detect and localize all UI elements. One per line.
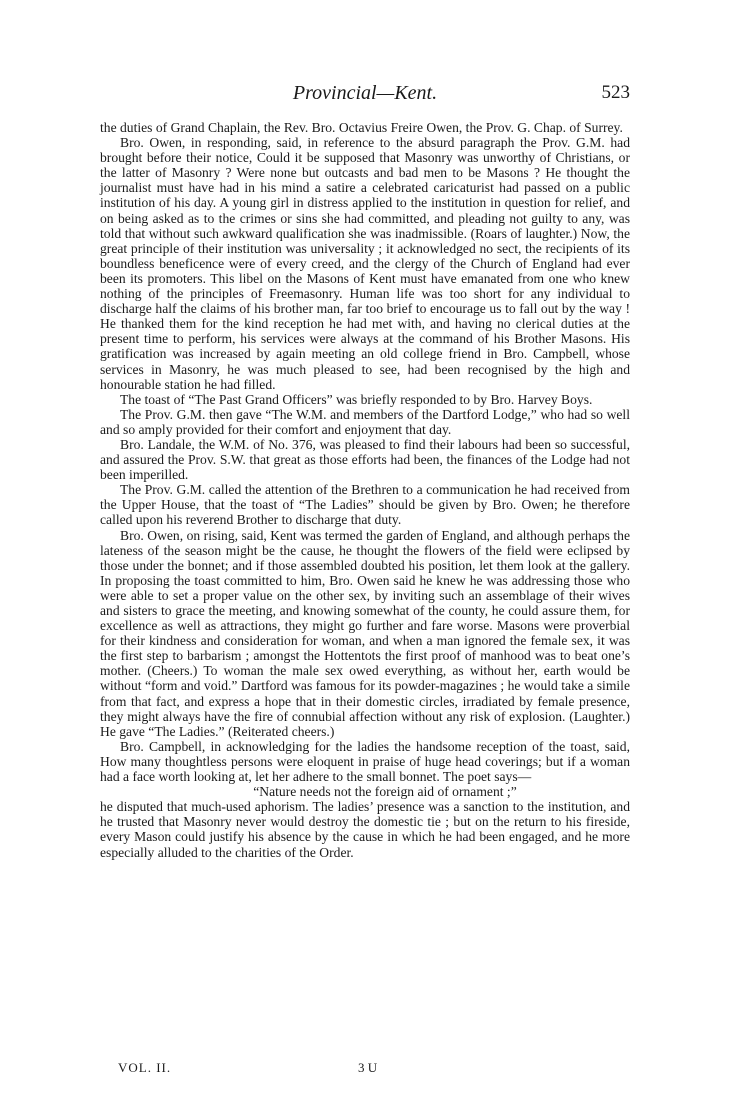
paragraph: Bro. Owen, in responding, said, in reference to the absurd paragraph the Prov. G.M. had brought before their notice, Could it be supposed that Masonry was unworthy of Christians, or the latter of Masonry ? Were none but outcasts and bad men to be Masons ? He thought the journalist must have had in his mind a satire a celebrated caricaturist had passed on a public institution of his day. A young girl in distress applied to the institution in question for relief, and on being asked as to the crimes or sins she had committed, and pleading not guilty to any, was told that without such awkward qualification she was inadmissible. (Roars of laughter.) Now, the great principle of their institution was universality ; it acknowledged no sect, the recipients of its boundless beneficence were of every creed, and the clergy of the Church of England had ever been its promoters. This libel on the Masons of Kent must have emanated from one who knew nothing of the principles of Freemasonry. Human life was too short for any individual to discharge half the claims of his brother man, far too brief to encourage us to fall out by the way ! He thanked them for the kind reception he had met with, and having no clerical duties at the present time to perform, his services were always at the command of his Brother Masons. His gratification was increased by again meeting an old college friend in Bro. Campbell, whose services in Masonry, he was much pleased to see, had been recognised by the high and honourable station he had filled.	[100, 135, 630, 392]
paragraph: the duties of Grand Chaplain, the Rev. Bro. Octavius Freire Owen, the Prov. G. Chap. of Surrey.	[100, 120, 623, 135]
paragraph: The Prov. G.M. called the attention of the Brethren to a communication he had received from the Upper House, that the toast of “The Ladies” should be given by Bro. Owen; he therefore called upon his reverend Brother to discharge that duty.	[100, 482, 630, 528]
article-body	[100, 120, 630, 860]
page-footer	[118, 1060, 618, 1078]
poem-quote: “Nature needs not the foreign aid of ornament ;”	[253, 784, 517, 800]
page-header	[100, 82, 630, 108]
paragraph: The toast of “The Past Grand Officers” was briefly responded to by Bro. Harvey Boys.	[120, 391, 593, 407]
page-number: 523	[601, 82, 630, 103]
paragraph: Bro. Landale, the W.M. of No. 376, was pleased to find their labours had been so successful, and assured the Prov. S.W. that great as those efforts had been, the finances of the Lodge had not been imperilled.	[100, 436, 630, 483]
running-title: Provincial—Kent.	[292, 82, 438, 104]
volume-label: VOL. II.	[118, 1060, 172, 1075]
signature-mark: 3 U	[358, 1060, 378, 1075]
paragraph: The Prov. G.M. then gave “The W.M. and members of the Dartford Lodge,” who had so well and so amply provided for their comfort and enjoyment that day.	[100, 406, 630, 437]
closing-paragraph: he disputed that much-used aphorism. The ladies’ presence was a sanction to the institution, and he trusted that Masonry never would destroy the domestic tie ; but on the return to his fireside, every Mason could justify his absence by the cause in which he had been engaged, and he more especially alluded to the charities of the Order.	[100, 799, 630, 860]
paragraph: Bro. Owen, on rising, said, Kent was termed the garden of England, and although perhaps the lateness of the season might be the cause, he thought the flowers of the field were eclipsed by those under the bonnet; and if those assembled doubted his position, let them look at the gallery. In proposing the toast committed to him, Bro. Owen said he knew he was addressing those who were able to set a proper value on the other sex, by inviting such an assemblage of their wives and sisters to grace the meeting, and knowing somewhat of the county, he could assure them, for excellence as well as attractions, they might go further and fare worse. Masons were proverbial for their kindness and consideration for woman, and when a man ignored the female sex, it was the first step to barbarism ; amongst the Hottentots the first proof of manhood was to beat one’s mother. (Cheers.) To woman the male sex owed everything, as without her, earth would be without “form and void.” Dartford was famous for its powder-magazines ; he would take a simile from that fact, and express a hope that in their domestic circles, irradiated by female presence, they might always have the fire of connubial affection without any risk of explosion. (Laughter.) He gave “The Ladies.” (Reiterated cheers.)	[100, 527, 630, 739]
paragraph: Bro. Campbell, in acknowledging for the ladies the handsome reception of the toast, said, How many thoughtless persons were eloquent in praise of huge head coverings; but if a woman had a face worth looking at, let her adhere to the small bonnet. The poet says—	[100, 738, 630, 785]
